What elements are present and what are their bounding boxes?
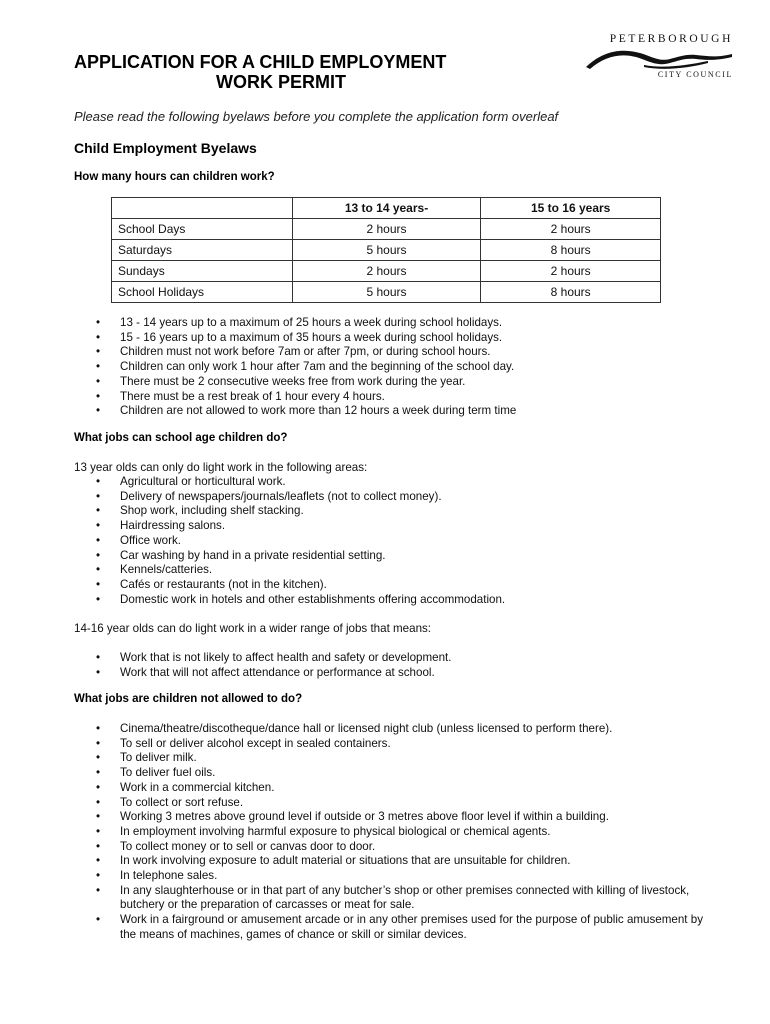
hours-rules-list: [96, 316, 516, 419]
list-item: • Shop work, including shelf stacking.: [96, 504, 505, 519]
list-item: • There must be a rest break of 1 hour every 4 hours.: [96, 390, 516, 405]
age13-intro: 13 year olds can only do light work in the following areas:: [74, 461, 368, 474]
list-item: • In work involving exposure to adult material or situations that are unsuitable for children.: [96, 854, 706, 869]
list-item: • Cinema/theatre/discotheque/dance hall or licensed night club (unless licensed to perform there).: [96, 722, 706, 737]
list-item: • Work in a commercial kitchen.: [96, 781, 706, 796]
hours-heading: How many hours can children work?: [74, 171, 275, 183]
cell-value: 5 hours: [292, 240, 481, 261]
list-item: • To deliver milk.: [96, 751, 706, 766]
list-item: • Office work.: [96, 534, 505, 549]
table-row: [112, 282, 661, 303]
list-item: • Working 3 metres above ground level if outside or 3 metres above floor level if within a building.: [96, 810, 706, 825]
list-item: • In telephone sales.: [96, 869, 706, 884]
cell-value: 2 hours: [481, 261, 661, 282]
logo-bottom-text: CITY COUNCIL: [657, 70, 733, 79]
intro-text: Please read the following byelaws before you complete the application form overleaf: [74, 109, 559, 124]
list-item: • Car washing by hand in a private residential setting.: [96, 549, 505, 564]
title-line-2: WORK PERMIT: [216, 72, 346, 92]
list-item: • Hairdressing salons.: [96, 519, 505, 534]
hours-table-header: [112, 198, 661, 219]
cell-value: 8 hours: [481, 282, 661, 303]
age14-jobs-list: [96, 651, 451, 680]
header-cell-15-16: 15 to 16 years: [481, 198, 661, 219]
cell-value: 5 hours: [292, 282, 481, 303]
cell-value: 2 hours: [292, 261, 481, 282]
list-item: • To sell or deliver alcohol except in sealed containers.: [96, 737, 706, 752]
header-cell-blank: [112, 198, 293, 219]
list-item: • Domestic work in hotels and other establishments offering accommodation.: [96, 593, 505, 608]
list-item: • Agricultural or horticultural work.: [96, 475, 505, 490]
not-allowed-list: [96, 722, 706, 943]
list-item: • To deliver fuel oils.: [96, 766, 706, 781]
list-item: • 15 - 16 years up to a maximum of 35 hours a week during school holidays.: [96, 331, 516, 346]
list-item: • Work in a fairground or amusement arcade or in any other premises used for the purpose of public amusement by the means of machines, games of chance or skill or similar devices.: [96, 913, 706, 942]
list-item: • Kennels/catteries.: [96, 563, 505, 578]
row-label: Saturdays: [112, 240, 293, 261]
cell-value: 2 hours: [481, 219, 661, 240]
list-item: • To collect or sort refuse.: [96, 796, 706, 811]
table-row: [112, 240, 661, 261]
header-cell-13-14: 13 to 14 years-: [292, 198, 481, 219]
age13-jobs-list: [96, 475, 505, 607]
title-line-1: APPLICATION FOR A CHILD EMPLOYMENT: [74, 52, 447, 72]
list-item: • Delivery of newspapers/journals/leaflets (not to collect money).: [96, 490, 505, 505]
list-item: • To collect money or to sell or canvas door to door.: [96, 840, 706, 855]
list-item: • Children can only work 1 hour after 7am and the beginning of the school day.: [96, 360, 516, 375]
table-row: [112, 261, 661, 282]
table-row: [112, 219, 661, 240]
age14-intro: 14-16 year olds can do light work in a wider range of jobs that means:: [74, 622, 432, 635]
list-item: • Work that will not affect attendance or performance at school.: [96, 666, 451, 681]
hours-table: [111, 197, 661, 303]
row-label: Sundays: [112, 261, 293, 282]
council-logo: [582, 33, 737, 83]
list-item: • Children must not work before 7am or after 7pm, or during school hours.: [96, 345, 516, 360]
list-item: • Work that is not likely to affect health and safety or development.: [96, 651, 451, 666]
list-item: • 13 - 14 years up to a maximum of 25 hours a week during school holidays.: [96, 316, 516, 331]
row-label: School Days: [112, 219, 293, 240]
byelaws-heading: Child Employment Byelaws: [74, 140, 257, 156]
list-item: • Children are not allowed to work more than 12 hours a week during term time: [96, 404, 516, 419]
list-item: • There must be 2 consecutive weeks free from work during the year.: [96, 375, 516, 390]
jobs-heading: What jobs can school age children do?: [74, 432, 288, 444]
cell-value: 8 hours: [481, 240, 661, 261]
list-item: • Cafés or restaurants (not in the kitchen).: [96, 578, 505, 593]
not-allowed-heading: What jobs are children not allowed to do?: [74, 693, 303, 705]
cell-value: 2 hours: [292, 219, 481, 240]
logo-top-text: PETERBOROUGH: [609, 33, 733, 45]
page-title: [74, 52, 514, 92]
logo-swoosh-icon: [584, 47, 734, 71]
list-item: • In employment involving harmful exposure to physical biological or chemical agents.: [96, 825, 706, 840]
list-item: • In any slaughterhouse or in that part of any butcher’s shop or other premises connected with killing of livestock, butchery or the preparation of carcasses or meat for sale.: [96, 884, 706, 913]
row-label: School Holidays: [112, 282, 293, 303]
